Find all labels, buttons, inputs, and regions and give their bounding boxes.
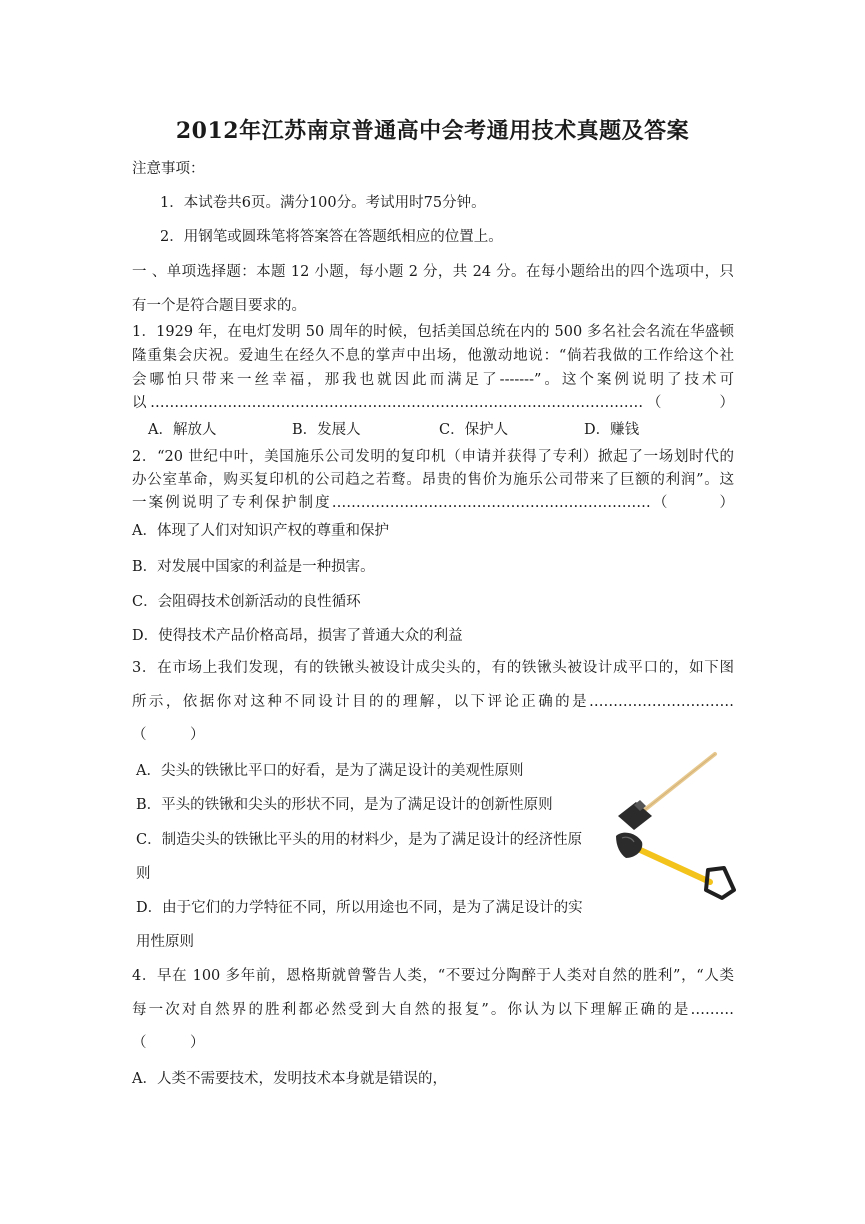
question-1-option-c: C．保护人 <box>439 422 509 438</box>
question-1-option-a: A．解放人 <box>148 422 217 438</box>
question-3-option-b: B．平头的铁锹和尖头的形状不同，是为了满足设计的创新性原则 <box>136 797 553 813</box>
question-1-text: 以…………………………………………………………………………………………（ ） <box>132 395 734 411</box>
question-1-option-d: D．赚钱 <box>584 422 640 438</box>
question-2-option-a: A．体现了人们对知识产权的尊重和保护 <box>132 523 389 539</box>
question-1-option-b: B．发展人 <box>292 422 361 438</box>
shovels-illustration <box>612 750 742 910</box>
section-heading-cont: 有一个是符合题目要求的。 <box>132 298 306 314</box>
question-2-text: 2．“20 世纪中叶，美国施乐公司发明的复印机（申请并获得了专利）掀起了一场划时代的 <box>132 449 734 465</box>
question-1-text: 会哪怕只带来一丝幸福，那我也就因此而满足了-------”。这个案例说明了技术可 <box>132 372 734 388</box>
page-title: 2012年江苏南京普通高中会考通用技术真题及答案 <box>175 118 690 144</box>
pointed-shovel-image <box>616 833 734 898</box>
question-3-option-d: D．由于它们的力学特征不同，所以用途也不同，是为了满足设计的实 <box>136 900 583 916</box>
question-2-option-c: C．会阻碍技术创新活动的良性循环 <box>132 594 361 610</box>
question-4-text: 4．早在 100 多年前，恩格斯就曾警告人类，“不要过分陶醉于人类对自然的胜利”，“人类 <box>132 968 734 984</box>
notice-heading: 注意事项： <box>132 161 205 177</box>
question-3-answer-blank: （ ） <box>132 727 205 743</box>
flat-shovel-image <box>618 754 715 830</box>
question-3-text: 所示，依据你对这种不同设计目的的理解，以下评论正确的是………………………… <box>132 694 734 710</box>
question-3-text: 3．在市场上我们发现，有的铁锹头被设计成尖头的，有的铁锹头被设计成平口的，如下图 <box>132 660 734 676</box>
question-4-text: 每一次对自然界的胜利都必然受到大自然的报复”。你认为以下理解正确的是……… <box>132 1002 734 1018</box>
question-2-option-d: D．使得技术产品价格高昂，损害了普通大众的利益 <box>132 628 463 644</box>
question-3-option-d-cont: 用性原则 <box>136 934 194 950</box>
notice-item: 1．本试卷共6页。满分100分。考试用时75分钟。 <box>160 195 486 211</box>
question-3-option-c: C．制造尖头的铁锹比平头的用的材料少，是为了满足设计的经济性原 <box>136 832 583 848</box>
question-2-text: 办公室革命，购买复印机的公司趋之若鹜。昂贵的售价为施乐公司带来了巨额的利润”。这 <box>132 472 734 488</box>
question-1-text: 1．1929 年，在电灯发明 50 周年的时候，包括美国总统在内的 500 多名社会名流在华盛顿 <box>132 324 734 340</box>
question-4-answer-blank: （ ） <box>132 1035 205 1051</box>
question-3-option-a: A．尖头的铁锹比平口的好看，是为了满足设计的美观性原则 <box>136 763 524 779</box>
question-3-option-c-cont: 则 <box>136 866 151 882</box>
question-2-text: 一案例说明了专利保护制度…………………………………………………………（ ） <box>132 495 734 511</box>
question-1-text: 隆重集会庆祝。爱迪生在经久不息的掌声中出场，他激动地说：“倘若我做的工作给这个社 <box>132 348 734 364</box>
notice-item: 2．用钢笔或圆珠笔将答案答在答题纸相应的位置上。 <box>160 229 503 245</box>
question-2-option-b: B．对发展中国家的利益是一种损害。 <box>132 559 375 575</box>
question-4-option-a: A．人类不需要技术，发明技术本身就是错误的， <box>132 1071 447 1087</box>
section-heading: 一 、单项选择题：本题 12 小题，每小题 2 分，共 24 分。在每小题给出的四个选项中，只 <box>132 264 734 280</box>
